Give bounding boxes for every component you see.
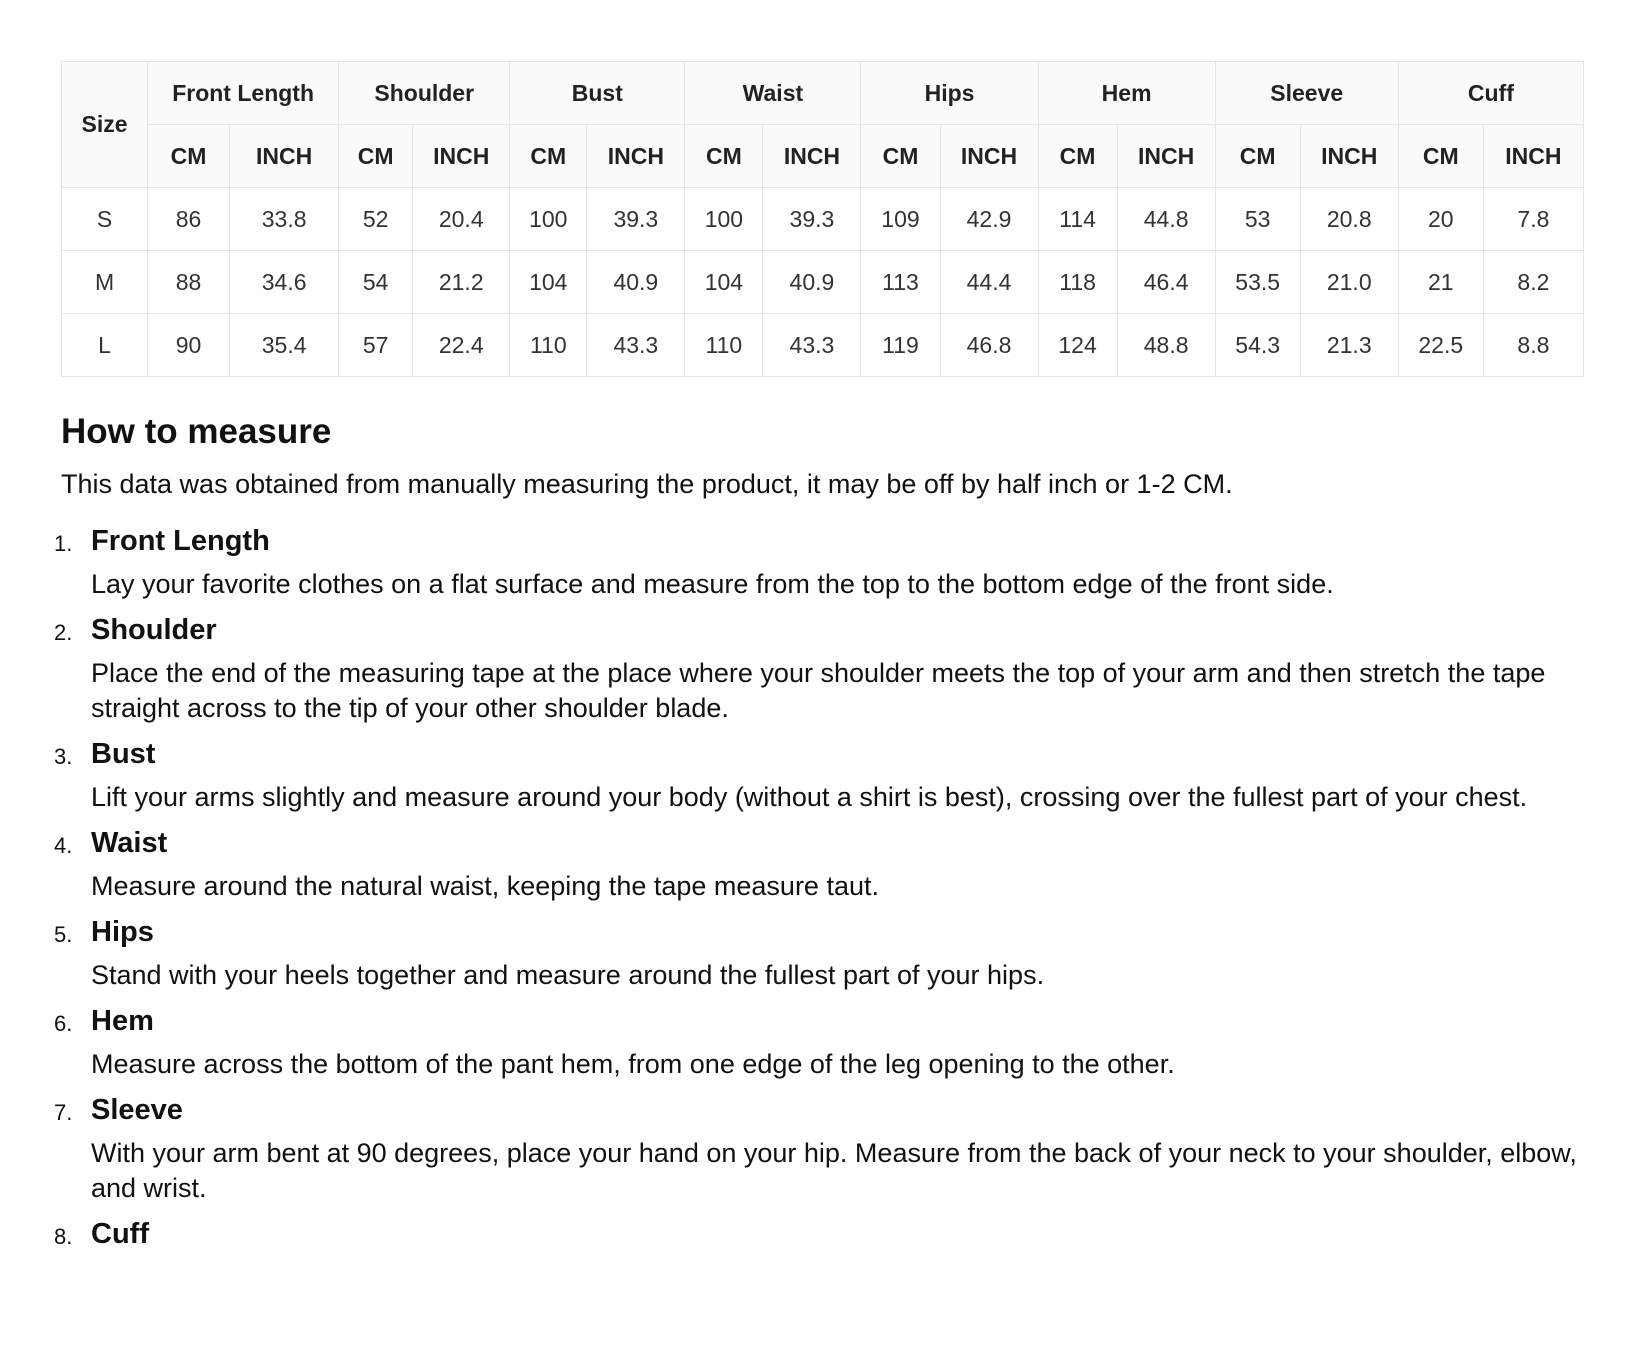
unit-header-inch: INCH xyxy=(1300,125,1398,188)
unit-header-inch: INCH xyxy=(587,125,685,188)
list-item xyxy=(54,914,1614,993)
item-body xyxy=(91,1003,1614,1082)
group-header-shoulder: Shoulder xyxy=(339,62,510,125)
table-cell: 46.4 xyxy=(1117,251,1215,314)
table-row xyxy=(62,251,1584,314)
table-cell: 109 xyxy=(861,188,940,251)
group-header-bust: Bust xyxy=(510,62,685,125)
item-body xyxy=(91,825,1614,904)
unit-header-cm: CM xyxy=(1398,125,1483,188)
unit-header-cm: CM xyxy=(148,125,230,188)
unit-header-cm: CM xyxy=(1038,125,1117,188)
table-cell: 86 xyxy=(148,188,230,251)
table-cell: 100 xyxy=(510,188,587,251)
list-item xyxy=(54,1003,1614,1082)
item-name: Sleeve xyxy=(91,1094,183,1126)
unit-header-cm: CM xyxy=(685,125,763,188)
item-description: Lift your arms slightly and measure around your body (without a shirt is best), crossing over the fullest part of your chest. xyxy=(91,782,1528,812)
size-cell: M xyxy=(62,251,148,314)
table-cell: 53 xyxy=(1215,188,1300,251)
table-cell: 44.4 xyxy=(940,251,1038,314)
size-cell: L xyxy=(62,314,148,377)
item-name: Front Length xyxy=(91,525,270,557)
table-cell: 21.0 xyxy=(1300,251,1398,314)
item-number: 8. xyxy=(54,1224,73,1249)
table-cell: 34.6 xyxy=(230,251,339,314)
size-cell: S xyxy=(62,188,148,251)
unit-header-inch: INCH xyxy=(940,125,1038,188)
size-chart-table xyxy=(61,61,1584,377)
unit-header-inch: INCH xyxy=(1483,125,1583,188)
item-body xyxy=(91,914,1614,993)
item-name: Cuff xyxy=(91,1218,149,1250)
item-number: 5. xyxy=(54,922,73,947)
unit-header-row xyxy=(62,125,1584,188)
unit-header-cm: CM xyxy=(861,125,940,188)
item-body xyxy=(91,612,1614,726)
size-table-body xyxy=(62,188,1584,377)
unit-header-cm: CM xyxy=(1215,125,1300,188)
table-cell: 22.5 xyxy=(1398,314,1483,377)
item-number: 4. xyxy=(54,833,73,858)
item-name: Hips xyxy=(91,916,154,948)
item-name: Hem xyxy=(91,1005,154,1037)
table-cell: 90 xyxy=(148,314,230,377)
table-cell: 46.8 xyxy=(940,314,1038,377)
item-body xyxy=(91,523,1614,602)
table-cell: 54.3 xyxy=(1215,314,1300,377)
size-column-header: Size xyxy=(62,62,148,188)
table-cell: 39.3 xyxy=(587,188,685,251)
table-cell: 33.8 xyxy=(230,188,339,251)
list-item xyxy=(54,825,1614,904)
item-body xyxy=(91,1216,1614,1252)
group-header-cuff: Cuff xyxy=(1398,62,1583,125)
table-row xyxy=(62,188,1584,251)
unit-header-inch: INCH xyxy=(763,125,861,188)
table-cell: 7.8 xyxy=(1483,188,1583,251)
item-description: With your arm bent at 90 degrees, place your hand on your hip. Measure from the back of your neck to your shoulder, elbow, and wrist. xyxy=(91,1138,1577,1203)
table-cell: 110 xyxy=(685,314,763,377)
item-number: 7. xyxy=(54,1100,73,1125)
table-cell: 21.3 xyxy=(1300,314,1398,377)
table-cell: 39.3 xyxy=(763,188,861,251)
table-cell: 8.8 xyxy=(1483,314,1583,377)
item-number: 1. xyxy=(54,531,73,556)
item-number: 2. xyxy=(54,620,73,645)
table-row xyxy=(62,314,1584,377)
table-cell: 20.4 xyxy=(413,188,510,251)
group-header-front-length: Front Length xyxy=(148,62,339,125)
item-body xyxy=(91,736,1614,815)
table-cell: 40.9 xyxy=(763,251,861,314)
unit-header-inch: INCH xyxy=(413,125,510,188)
table-cell: 118 xyxy=(1038,251,1117,314)
list-item xyxy=(54,612,1614,726)
unit-header-cm: CM xyxy=(510,125,587,188)
table-cell: 35.4 xyxy=(230,314,339,377)
item-description: Lay your favorite clothes on a flat surface and measure from the top to the bottom edge of the front side. xyxy=(91,569,1334,599)
item-number: 3. xyxy=(54,744,73,769)
item-body xyxy=(91,1092,1614,1206)
table-cell: 57 xyxy=(339,314,413,377)
table-cell: 119 xyxy=(861,314,940,377)
table-cell: 113 xyxy=(861,251,940,314)
group-header-waist: Waist xyxy=(685,62,861,125)
group-header-row xyxy=(62,62,1584,125)
table-cell: 42.9 xyxy=(940,188,1038,251)
table-cell: 53.5 xyxy=(1215,251,1300,314)
table-cell: 22.4 xyxy=(413,314,510,377)
how-to-measure-title: How to measure xyxy=(61,412,332,451)
list-item xyxy=(54,1092,1614,1206)
table-cell: 124 xyxy=(1038,314,1117,377)
table-cell: 43.3 xyxy=(587,314,685,377)
unit-header-cm: CM xyxy=(339,125,413,188)
table-cell: 100 xyxy=(685,188,763,251)
table-cell: 21 xyxy=(1398,251,1483,314)
measurement-instructions-list xyxy=(54,523,1614,1262)
group-header-sleeve: Sleeve xyxy=(1215,62,1398,125)
list-item xyxy=(54,736,1614,815)
table-cell: 114 xyxy=(1038,188,1117,251)
item-number: 6. xyxy=(54,1011,73,1036)
unit-header-inch: INCH xyxy=(1117,125,1215,188)
table-cell: 110 xyxy=(510,314,587,377)
list-item xyxy=(54,523,1614,602)
table-cell: 104 xyxy=(685,251,763,314)
item-description: Place the end of the measuring tape at the place where your shoulder meets the top of your arm and then stretch the tape straight across to the tip of your other shoulder blade. xyxy=(91,658,1546,723)
table-cell: 88 xyxy=(148,251,230,314)
table-cell: 20 xyxy=(1398,188,1483,251)
table-cell: 8.2 xyxy=(1483,251,1583,314)
group-header-hem: Hem xyxy=(1038,62,1215,125)
item-description: Measure across the bottom of the pant hem, from one edge of the leg opening to the other. xyxy=(91,1049,1175,1079)
list-item xyxy=(54,1216,1614,1252)
unit-header-inch: INCH xyxy=(230,125,339,188)
table-cell: 40.9 xyxy=(587,251,685,314)
item-description: Measure around the natural waist, keeping the tape measure taut. xyxy=(91,871,879,901)
table-cell: 44.8 xyxy=(1117,188,1215,251)
table-cell: 52 xyxy=(339,188,413,251)
group-header-hips: Hips xyxy=(861,62,1038,125)
table-cell: 21.2 xyxy=(413,251,510,314)
table-cell: 54 xyxy=(339,251,413,314)
table-cell: 48.8 xyxy=(1117,314,1215,377)
item-name: Shoulder xyxy=(91,614,217,646)
item-name: Bust xyxy=(91,738,156,770)
table-cell: 20.8 xyxy=(1300,188,1398,251)
item-description: Stand with your heels together and measure around the fullest part of your hips. xyxy=(91,960,1045,990)
table-cell: 43.3 xyxy=(763,314,861,377)
table-cell: 104 xyxy=(510,251,587,314)
item-name: Waist xyxy=(91,827,168,859)
how-to-measure-description: This data was obtained from manually measuring the product, it may be off by half inch or 1-2 CM. xyxy=(61,469,1233,499)
